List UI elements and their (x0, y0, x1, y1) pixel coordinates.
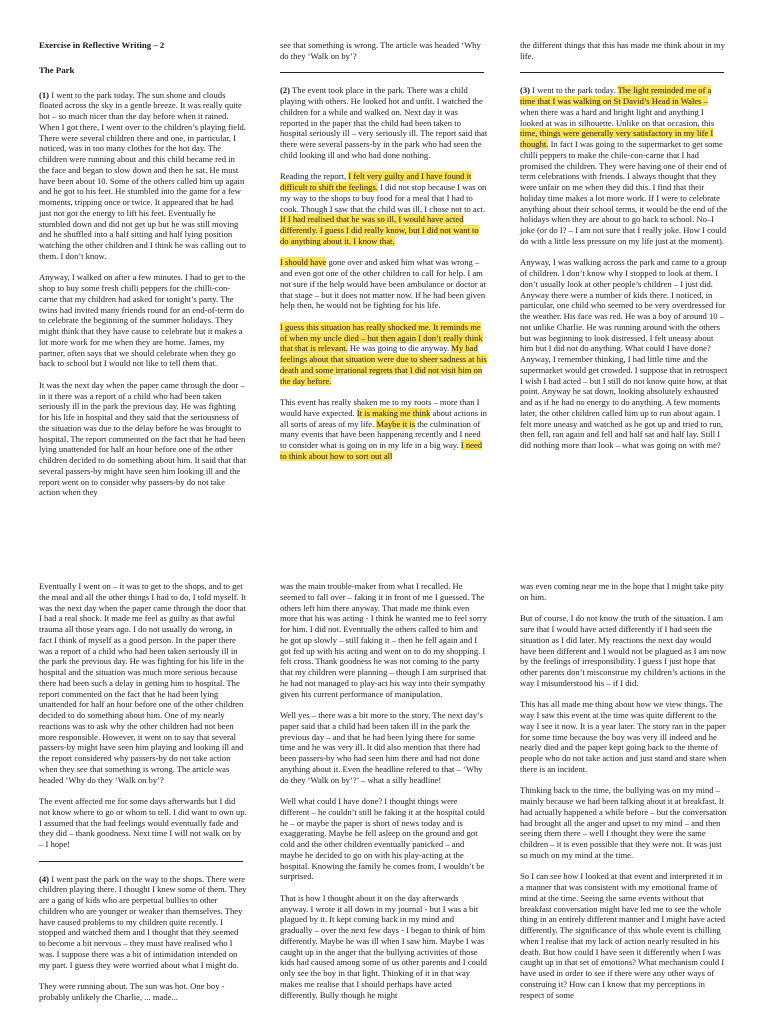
paragraph: They were running about. The sun was hot. One boy - probably unlikely the Charlie, ... made... (39, 981, 225, 1002)
account-number: (2) (280, 85, 291, 96)
highlighted-text: My bad feelings about that situation were due to sheer sadness at his death and some irrational regrets that I did not visit him on the day before. (280, 343, 487, 386)
column-top-left (39, 40, 247, 509)
section-heading: The Park (39, 64, 75, 75)
text-run: gone over and asked him what was wrong – and even got one of the other children to call for help. I am not sure if the help would have been ambulance or doctor at that stage – but it does not matter now. If he had been given help then, he would not be fighting for his life. (280, 257, 486, 311)
text-run: He was going to die anyway. (347, 343, 452, 354)
highlighted-text: It is making me think (356, 407, 431, 418)
paragraph (280, 322, 488, 387)
highlighted-text: The light reminded me of a time that I was walking on St David’s Head in Wales – (520, 85, 712, 106)
paragraph: The event affected me for some days afterwards but I did not know where to go or whom to tell. I did want to own up. I assumed that the bad feelings would eventually fade and they did – thank goodness. Next time I will not walk on by – I hope! (39, 796, 247, 849)
highlighted-text: Maybe it is (376, 418, 416, 429)
paragraph: see that something is wrong. The article was headed ‘Why do they ‘Walk on by’? (280, 40, 481, 61)
paragraph: So I can see how I looked at that event and interpreted it in a manner that was consistent with my emotional frame of mind at the time. Seeing the same events without that breakfast conversation might have led me to see the whole thing in an entirely different manner and I might have acted differently. The significance of this whole event is chilling when I realise that my lack of action nearly resulted in his death. But how could I have seen it differently when I was caught up in that set of emotions? What mechanism could I have used in order to see if there were any other ways of construing it? How can I know that my perceptions in respect of some (520, 871, 726, 1000)
divider (39, 861, 243, 862)
paragraph-text: I went past the park on the way to the shops. There were children playing there. I thought I knew some of them. They are a gang of kids who are perpetual bullies to other children who are younger or weaker than themselves. They have caused problems to my children quite recently. I stopped and watched them and I thought that they seemed to become a bit nervous – they must have realised who I was. I suppose there was a bit of intimidation intended on my part. I guess they were worried about what I might do. (39, 873, 247, 970)
paragraph (280, 85, 488, 160)
document-title: Exercise in Reflective Writing – 2 (39, 40, 165, 50)
account-number: (3) (520, 85, 531, 96)
paragraph: This has all made me thing about how we view things. The way I saw this event at the time was quite different to the way I see it now. It is a year later. The story ran in the paper for some time because the boy was very ill indeed and he nearly died and the paper kept going back to the theme of people who do not take action and just stand and stare when there is an incident. (520, 699, 727, 774)
account-number: (4) (39, 873, 50, 884)
paragraph (280, 257, 488, 311)
text-run: about actions in all sorts of areas of my life. (280, 407, 487, 429)
account-number: (1) (39, 89, 50, 100)
paragraph (39, 874, 247, 971)
column-top-right (520, 40, 728, 462)
column-top-middle (280, 40, 488, 472)
text-run: the culmination of many events that have been happening recently and I need to consider what is going on in my life in a big way. (280, 418, 481, 450)
text-run: Reading the report, (280, 171, 349, 182)
text-run: In fact I was going to the supermarket to get some chilli peppers to make the chile-con-carne that I had promised the children. They were having one of their end of term celebrations with friends. I always thought that they were unfair on me when they did this. I find that their holiday time makes a lot more work. If I were to celebrate anything about their school terms, it would be the end of the holidays when they are about to go back to school. No–I joke (or do I? – I am not sure that I really joke. How I could do with a little less pressure on my life just at the moment). (520, 139, 728, 246)
paragraph-text: I went to the park today. The sun shone and clouds floated across the sky in a gentle breeze. It was really quite hot – so much nicer than the day before when it rained. When I got there, I went over to the children’s playing field. There were several children there and one, in particular, I noticed, was in too many clothes for the hot day. The children were running about and this child became red in the face and began to slow down and then he sat. He must have been about 10. Some of the others called him up again and he got to his feet. He stumbled into the game for a few moments, tripping once or twice. It appeared that he had just not got the energy to lift his feet. Eventually he stumbled down and did not get up but he was still moving and he shuffled into a half sitting and half lying position watching the other children and I think he was calling out to them. I don’t know. (39, 89, 246, 261)
column-bottom-right (520, 581, 728, 1011)
highlighted-text: I felt very guilty and I have found it difficult to shift the feelings. (280, 171, 472, 192)
text-run: This event has really shaken me to my roots – more than I would have expected. (280, 397, 480, 418)
paragraph: Anyway, I walked on after a few minutes. I had to get to the shop to buy some fresh chilli peppers for the chilli-con-carne that my children had asked for tonight’s party. The twins had invited many friends round for an end-of-term do to celebrate the beginning of the summer holidays. They might think that they have cause to celebrate but it makes a lot more work for me when they are home. James, my partner, often says that we should celebrate when they go back to school but I would not like to tell them that. (39, 272, 246, 369)
paragraph: But of course, I do not know the truth of the situation. I am sure that I would have acted differently if I had seen the situation as I did later. My reactions the next day would have been different and I would not be plagued as I am now by the feelings of irresponsibility. I guess I just hope that other parents don’t misconstrue my children’s actions in the way I misunderstood his – if I did. (520, 613, 727, 688)
highlighted-text: If I had realised that he was so ill, I would have acted differently. I guess I did really know, but I did not want to do anything about it. I know that. (280, 214, 479, 246)
column-bottom-left (39, 581, 247, 1013)
divider (520, 72, 724, 73)
paragraph (520, 85, 728, 246)
paragraph: Well yes – there was a bit more to the story. The next day’s paper said that a child had been taken ill in the park the previous day – and that he had been lying there for some time and he was very ill. It did also mention that there had been passers-by who had seen him there and had not done anything about it. Even the headline refered to that – ‘Why do they ‘Walk on by’?’ – what a silly headline! (280, 710, 483, 785)
paragraph: Anyway, I was walking across the park and came to a group of children. I don’t know why I stopped to look at them. I don’t usually look at other people’s children – I just did. Anyway there were a number of kids there. I noticed, in particular, one child who seemed to be very overdressed for the weather. His face was red. He was a boy of around 10 – not unlike Charlie. He was running around with the others but was beginning to look distressed. I felt uneasy about him but I did not do anything. What could I have done? Anyway, I remember thinking, I had little time and the supermarket would get crowded. I suppose that in retrospect I wish I had acted – but I still do not know quite how, at that point. Anyway he sat down, looking absolutely exhausted and as if he had no energy to do anything. A few moments later, the other children called him up to run about again. I felt more uneasy and watched as he got up and tried to run, then fell, ran again and fell and half sat and half lay. Still I did nothing more than look – what was going on with me? (520, 257, 728, 450)
paragraph-text: The event took place in the park. There was a child playing with others. He looked hot and unfit. I watched the children for a while and walked on. Next day it was reported in the paper that the child had been taken to hospital seriously ill – very seriously ill. The report said that there were several passers-by in the park who had seen the child looking ill and who had done nothing. (280, 85, 488, 160)
paragraph (280, 171, 488, 246)
paragraph: Thinking back to the time, the bullying was on my mind – mainly because we had been talking about it at breakfast. It had actually happened a while before – but the conversation had brought all the anger and upset to my mind – and then seeing them there – well I thought they were the same children – it is even possible that they were not. It was just so much on my mind at the time. (520, 785, 727, 860)
paragraph: was the main trouble-maker from what I recalled. He seemed to fall over – faking it in front of me I guessed. The others left him there anyway. That made me think even more that his was acting - I think he wanted me to feel sorry for him. I did not. Eventually the others called to him and he got up slowly – still faking it – then he fell again and I got fed up with his acting and went on to do my shopping. I felt cross. Thank goodness he was not coming to the party that my children were planning – though I am surprised that he had not managed to play-act his way into their sympathy given his current performance of manipulation. (280, 581, 487, 699)
paragraph (280, 397, 488, 462)
text-run: I went to the park today. (530, 85, 618, 96)
highlighted-text: I should have (280, 257, 327, 268)
paragraph: the different things that this has made me think about in my life. (520, 40, 725, 61)
paragraph: was even coming near me in the hope that I might take pity on him. (520, 581, 724, 602)
paragraph: It was the next day when the paper came through the door – in it there was a report of a child who had been taken seriously ill in the park the previous day. He was fighting for his life in hospital and they said that the seriousness of the situation was due to the delay before he was brought to hospital. The report commented on the fact that he had been lying unattended for half an hour before one of the other children decided to do something about him. It said that that several passers-by might have seen him looking ill and the report went on to consider why passers-by do not take action when they (39, 379, 246, 498)
highlighted-text: time, things were generally very satisfactory in my life I thought. (520, 128, 714, 149)
highlighted-text: I guess this situation has really shocked me. It reminds me of when my uncle died – but then again I don’t really think that that is relevant. (280, 321, 483, 354)
text-run: I did not stop because I was on my way to the shops to buy food for a meal that I had to cook. Though I saw that the child was ill, I chose not to act. (280, 182, 487, 214)
paragraph: That is how I thought about it on the day afterwards anyway. I wrote it all down in my journal - but I was a bit plagued by it. It kept coming back in my mind and gradually – over the next few days - I began to think of him differently. Maybe he was ill when I saw him. Maybe I was caught up in the anger that the bullying activities of those kids had caused among some of us other parents and I could only see the boy in that light. Thinking of it in that way makes me realise that I should perhaps have acted differently. Bully though he might (280, 892, 487, 1000)
paragraph: Eventually I went on – it was to get to the shops, and to get the meal and all the other things I had to do, I told myself. It was the next day when the paper came through the door that I had a real shock. It made me feel as guilty as that awful trauma all those years ago. I do not usually do wrong, in fact I think of myself as a good person. In the paper there was a report of a child who had been taken seriously ill in the park the previous day. He was fighting for his life in the hospital and the situation was much more serious because there had been such a delay in getting him to hospital. The report commented on the fact that he had been lying unattended for half an hour before one of the other children decided to do something about him. One of my nearly reactions was to ask why the other children had not been more responsible. However, it went on to say that several passers-by might have seen him playing and looking ill and the report considered why passers-by do not take action when they see that something is wrong. The article was headed ‘Why do they ‘Walk on by’? (39, 581, 247, 785)
highlighted-text: I need to think about how to sort out all (280, 440, 483, 461)
text-run: when there was a hard and bright light and anything I looked at was in silhouette. Unlike on that occasion, this (520, 106, 715, 128)
paragraph (39, 90, 247, 262)
divider (280, 72, 484, 73)
column-bottom-middle (280, 581, 488, 1011)
paragraph: Well what could I have done? I thought things were different – he couldn’t still be faking it at the hospital could he – or maybe the paper is short of news today and is exaggerating. Maybe he fell asleep on the ground and got cold and the other children eventually panicked – and maybe he decided to go on with his play-acting at the hospital. Knowing the family he comes from, I wouldn’t be surprised. (280, 796, 485, 882)
